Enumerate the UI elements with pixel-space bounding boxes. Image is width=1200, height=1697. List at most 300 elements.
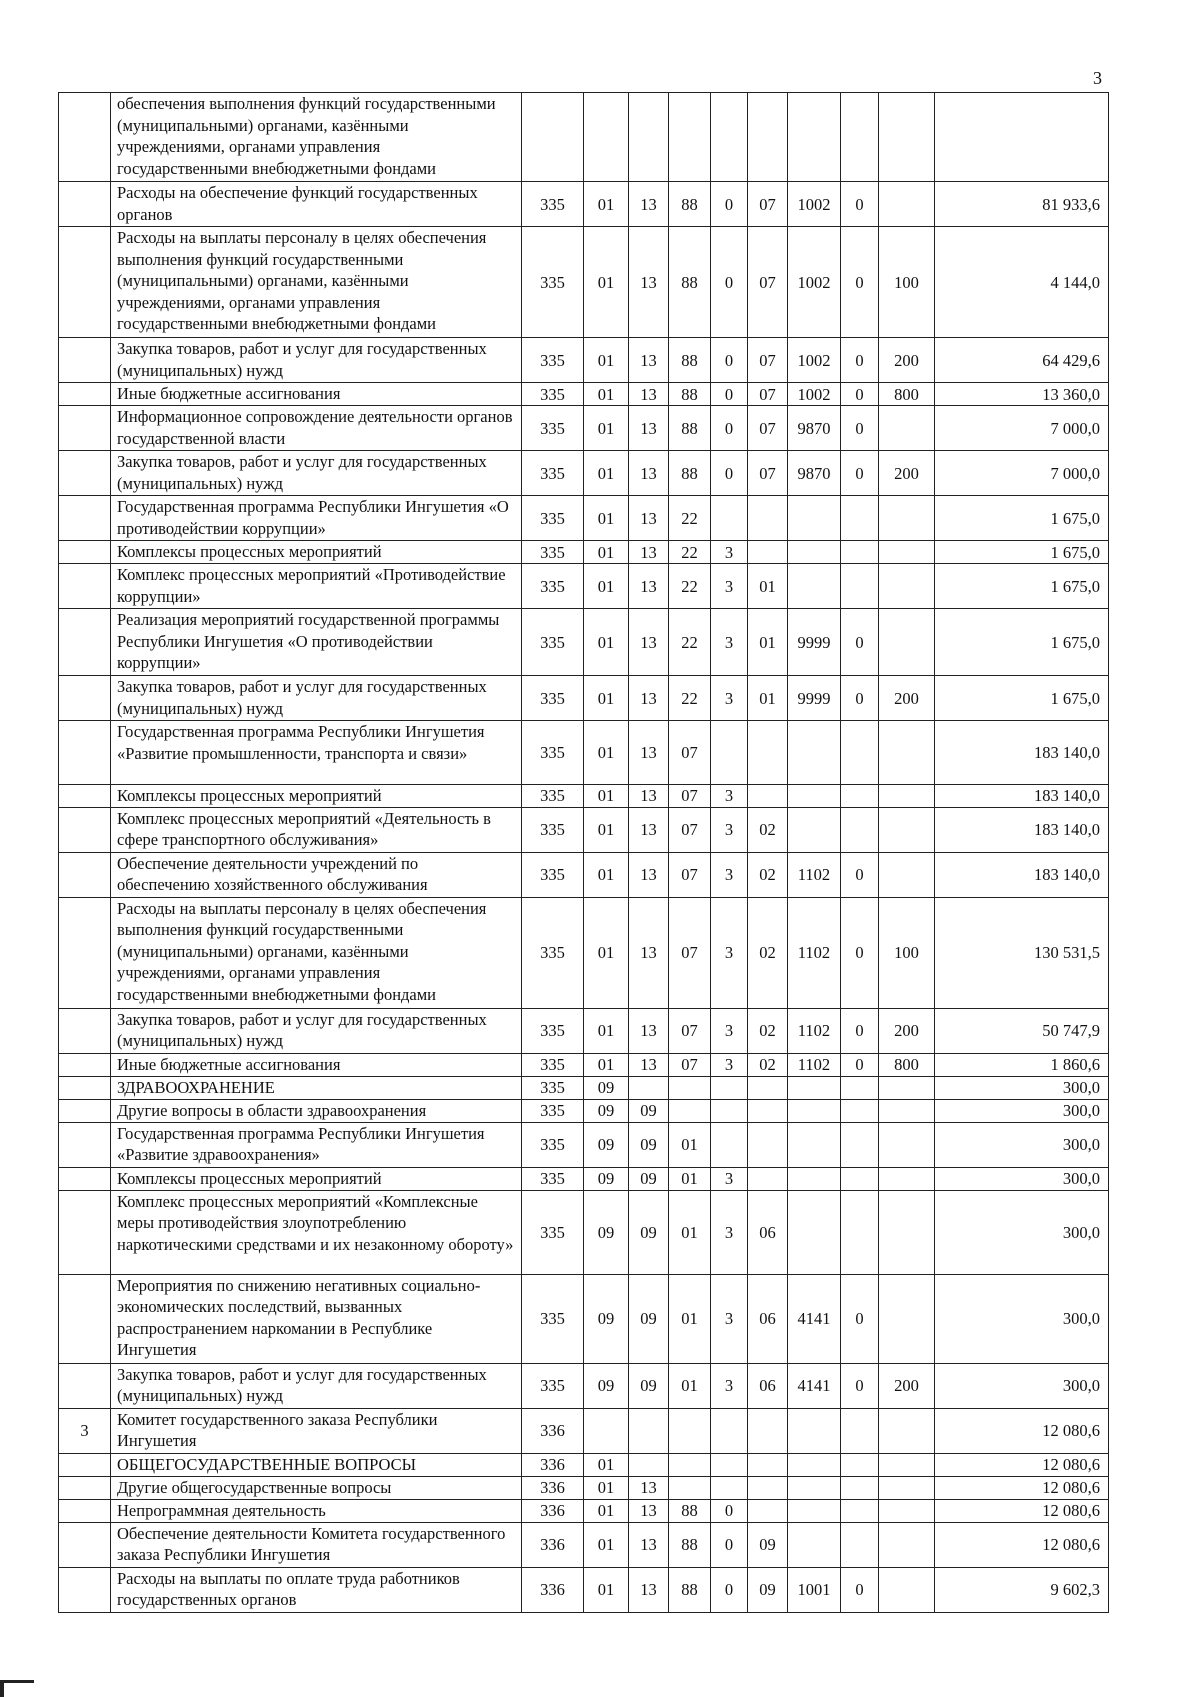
section-code-cell: 09 [584, 1274, 629, 1363]
program-type-cell: 0 [711, 406, 748, 451]
program-type-cell: 3 [711, 1274, 748, 1363]
item-name-cell: Мероприятия по снижению негативных социально-экономических последствий, вызванных распространением наркомании в Республике Ингушетия [111, 1274, 522, 1363]
program-code-cell: 01 [669, 1274, 711, 1363]
direction-code-cell [788, 496, 841, 541]
row-number-cell [59, 807, 111, 852]
program-type-cell: 0 [711, 451, 748, 496]
table-row [59, 1122, 1109, 1167]
direction-sub-cell [841, 1499, 879, 1522]
expense-type-cell: 100 [879, 897, 935, 1008]
expense-type-cell [879, 1522, 935, 1567]
table-row [59, 852, 1109, 897]
direction-sub-cell [841, 1122, 879, 1167]
subsection-code-cell: 13 [629, 1053, 669, 1076]
row-number-cell [59, 1099, 111, 1122]
expense-type-cell [879, 496, 935, 541]
ministry-code-cell: 335 [522, 1099, 584, 1122]
table-row [59, 1363, 1109, 1408]
direction-code-cell [788, 1522, 841, 1567]
direction-sub-cell [841, 564, 879, 609]
program-type-cell: 0 [711, 182, 748, 227]
program-type-cell: 0 [711, 1567, 748, 1612]
program-type-cell: 0 [711, 338, 748, 383]
subsection-code-cell [629, 93, 669, 182]
program-code-cell: 07 [669, 897, 711, 1008]
direction-code-cell [788, 541, 841, 564]
section-code-cell: 09 [584, 1363, 629, 1408]
item-name-cell: ЗДРАВООХРАНЕНИЕ [111, 1076, 522, 1099]
ministry-code-cell: 335 [522, 721, 584, 784]
expense-type-cell [879, 1076, 935, 1099]
item-name-cell: Закупка товаров, работ и услуг для государственных (муниципальных) нужд [111, 1008, 522, 1053]
program-type-cell: 3 [711, 807, 748, 852]
program-type-cell [711, 721, 748, 784]
amount-cell: 183 140,0 [935, 784, 1109, 807]
program-code-cell: 01 [669, 1190, 711, 1274]
direction-sub-cell: 0 [841, 182, 879, 227]
amount-cell: 300,0 [935, 1190, 1109, 1274]
expense-type-cell [879, 182, 935, 227]
section-code-cell: 01 [584, 852, 629, 897]
program-code-cell: 01 [669, 1363, 711, 1408]
section-code-cell: 01 [584, 227, 629, 338]
direction-sub-cell [841, 1522, 879, 1567]
subprogram-code-cell: 02 [748, 852, 788, 897]
direction-code-cell: 1002 [788, 227, 841, 338]
row-number-cell [59, 1008, 111, 1053]
program-type-cell: 3 [711, 1053, 748, 1076]
section-code-cell: 01 [584, 807, 629, 852]
subsection-code-cell: 13 [629, 852, 669, 897]
subprogram-code-cell: 02 [748, 1053, 788, 1076]
page-number: 3 [1093, 68, 1102, 88]
subprogram-code-cell: 06 [748, 1190, 788, 1274]
table-row [59, 807, 1109, 852]
subprogram-code-cell [748, 1453, 788, 1476]
section-code-cell: 01 [584, 676, 629, 721]
subsection-code-cell: 13 [629, 897, 669, 1008]
subprogram-code-cell [748, 721, 788, 784]
subsection-code-cell: 13 [629, 1008, 669, 1053]
section-code-cell: 09 [584, 1122, 629, 1167]
amount-cell: 1 675,0 [935, 676, 1109, 721]
program-type-cell [711, 1122, 748, 1167]
direction-code-cell: 4141 [788, 1363, 841, 1408]
table-row [59, 1522, 1109, 1567]
direction-sub-cell: 0 [841, 1274, 879, 1363]
table-row [59, 1453, 1109, 1476]
subprogram-code-cell: 01 [748, 564, 788, 609]
subsection-code-cell: 13 [629, 807, 669, 852]
direction-sub-cell: 0 [841, 338, 879, 383]
amount-cell: 300,0 [935, 1099, 1109, 1122]
ministry-code-cell: 335 [522, 1008, 584, 1053]
amount-cell: 300,0 [935, 1274, 1109, 1363]
amount-cell: 183 140,0 [935, 807, 1109, 852]
direction-code-cell [788, 1122, 841, 1167]
section-code-cell: 01 [584, 541, 629, 564]
ministry-code-cell: 335 [522, 1076, 584, 1099]
section-code-cell: 01 [584, 1567, 629, 1612]
amount-cell: 1 860,6 [935, 1053, 1109, 1076]
subprogram-code-cell [748, 1122, 788, 1167]
amount-cell [935, 93, 1109, 182]
program-type-cell: 3 [711, 1167, 748, 1190]
program-code-cell: 88 [669, 451, 711, 496]
direction-code-cell [788, 564, 841, 609]
program-code-cell [669, 1476, 711, 1499]
direction-code-cell: 1102 [788, 1008, 841, 1053]
direction-code-cell [788, 1076, 841, 1099]
row-number-cell [59, 1122, 111, 1167]
program-code-cell: 88 [669, 182, 711, 227]
expense-type-cell [879, 406, 935, 451]
subprogram-code-cell: 07 [748, 383, 788, 406]
ministry-code-cell: 335 [522, 676, 584, 721]
program-code-cell: 07 [669, 852, 711, 897]
direction-sub-cell: 0 [841, 1053, 879, 1076]
ministry-code-cell: 335 [522, 1274, 584, 1363]
table-row [59, 1008, 1109, 1053]
row-number-cell [59, 496, 111, 541]
section-code-cell: 09 [584, 1076, 629, 1099]
program-type-cell [711, 1076, 748, 1099]
direction-code-cell: 1102 [788, 1053, 841, 1076]
row-number-cell [59, 227, 111, 338]
direction-sub-cell: 0 [841, 676, 879, 721]
direction-sub-cell [841, 1453, 879, 1476]
subprogram-code-cell: 06 [748, 1363, 788, 1408]
expense-type-cell [879, 852, 935, 897]
amount-cell: 12 080,6 [935, 1408, 1109, 1453]
ministry-code-cell: 335 [522, 227, 584, 338]
direction-sub-cell [841, 807, 879, 852]
amount-cell: 7 000,0 [935, 406, 1109, 451]
expense-type-cell: 800 [879, 383, 935, 406]
amount-cell: 1 675,0 [935, 496, 1109, 541]
program-code-cell: 22 [669, 496, 711, 541]
amount-cell: 9 602,3 [935, 1567, 1109, 1612]
expense-type-cell [879, 93, 935, 182]
row-number-cell [59, 1499, 111, 1522]
table-row [59, 676, 1109, 721]
direction-sub-cell [841, 1408, 879, 1453]
direction-sub-cell [841, 1476, 879, 1499]
table-row [59, 1476, 1109, 1499]
direction-code-cell [788, 93, 841, 182]
program-code-cell: 22 [669, 609, 711, 676]
table-row [59, 451, 1109, 496]
amount-cell: 7 000,0 [935, 451, 1109, 496]
subsection-code-cell: 09 [629, 1363, 669, 1408]
section-code-cell: 01 [584, 1522, 629, 1567]
program-code-cell: 88 [669, 1522, 711, 1567]
expense-type-cell [879, 1122, 935, 1167]
subprogram-code-cell: 06 [748, 1274, 788, 1363]
amount-cell: 300,0 [935, 1167, 1109, 1190]
program-code-cell: 22 [669, 541, 711, 564]
program-code-cell: 01 [669, 1122, 711, 1167]
expense-type-cell: 200 [879, 1008, 935, 1053]
subprogram-code-cell: 09 [748, 1567, 788, 1612]
item-name-cell: Комплексы процессных мероприятий [111, 784, 522, 807]
subsection-code-cell: 13 [629, 496, 669, 541]
subprogram-code-cell [748, 1167, 788, 1190]
direction-code-cell: 1102 [788, 897, 841, 1008]
item-name-cell: Расходы на обеспечение функций государственных органов [111, 182, 522, 227]
table-row [59, 1053, 1109, 1076]
program-type-cell [711, 1099, 748, 1122]
section-code-cell: 01 [584, 564, 629, 609]
subsection-code-cell: 13 [629, 338, 669, 383]
program-type-cell: 3 [711, 1008, 748, 1053]
item-name-cell: Расходы на выплаты по оплате труда работников государственных органов [111, 1567, 522, 1612]
row-number-cell [59, 897, 111, 1008]
program-type-cell: 3 [711, 784, 748, 807]
program-code-cell: 07 [669, 1008, 711, 1053]
direction-code-cell: 9999 [788, 609, 841, 676]
item-name-cell: Закупка товаров, работ и услуг для государственных (муниципальных) нужд [111, 1363, 522, 1408]
direction-code-cell [788, 1099, 841, 1122]
subsection-code-cell: 13 [629, 182, 669, 227]
amount-cell: 130 531,5 [935, 897, 1109, 1008]
program-code-cell: 88 [669, 1499, 711, 1522]
direction-sub-cell [841, 1167, 879, 1190]
ministry-code-cell: 335 [522, 182, 584, 227]
table-row [59, 496, 1109, 541]
row-number-cell [59, 609, 111, 676]
subsection-code-cell: 13 [629, 406, 669, 451]
program-code-cell: 07 [669, 784, 711, 807]
subprogram-code-cell [748, 1476, 788, 1499]
program-type-cell: 3 [711, 676, 748, 721]
expense-type-cell [879, 541, 935, 564]
program-type-cell: 0 [711, 383, 748, 406]
subsection-code-cell: 13 [629, 1476, 669, 1499]
table-row [59, 1408, 1109, 1453]
table-row [59, 1274, 1109, 1363]
row-number-cell: 3 [59, 1408, 111, 1453]
direction-code-cell [788, 1476, 841, 1499]
subsection-code-cell: 09 [629, 1122, 669, 1167]
subsection-code-cell: 13 [629, 1522, 669, 1567]
program-type-cell [711, 1408, 748, 1453]
subprogram-code-cell [748, 1099, 788, 1122]
item-name-cell: Иные бюджетные ассигнования [111, 383, 522, 406]
direction-code-cell [788, 721, 841, 784]
ministry-code-cell: 335 [522, 852, 584, 897]
item-name-cell: Обеспечение деятельности учреждений по обеспечению хозяйственного обслуживания [111, 852, 522, 897]
direction-code-cell: 1002 [788, 383, 841, 406]
subsection-code-cell: 09 [629, 1190, 669, 1274]
expense-type-cell [879, 1274, 935, 1363]
item-name-cell: Государственная программа Республики Ингушетия «Развитие промышленности, транспорта и связи» [111, 721, 522, 784]
item-name-cell: Расходы на выплаты персоналу в целях обеспечения выполнения функций государственными (муниципальными) органами, казёнными учреждениями, органами управления государственными внебюджетными фондами [111, 227, 522, 338]
direction-sub-cell: 0 [841, 227, 879, 338]
table-row [59, 227, 1109, 338]
direction-code-cell: 9870 [788, 406, 841, 451]
subsection-code-cell [629, 1453, 669, 1476]
direction-code-cell [788, 1499, 841, 1522]
direction-sub-cell: 0 [841, 897, 879, 1008]
section-code-cell: 01 [584, 1008, 629, 1053]
item-name-cell: Иные бюджетные ассигнования [111, 1053, 522, 1076]
amount-cell: 12 080,6 [935, 1476, 1109, 1499]
section-code-cell: 09 [584, 1167, 629, 1190]
expense-type-cell [879, 1099, 935, 1122]
table-row [59, 1190, 1109, 1274]
section-code-cell: 01 [584, 338, 629, 383]
direction-sub-cell [841, 1076, 879, 1099]
subprogram-code-cell: 01 [748, 676, 788, 721]
section-code-cell: 09 [584, 1190, 629, 1274]
table-row [59, 541, 1109, 564]
direction-code-cell: 1001 [788, 1567, 841, 1612]
direction-sub-cell: 0 [841, 609, 879, 676]
row-number-cell [59, 383, 111, 406]
expense-type-cell: 800 [879, 1053, 935, 1076]
subprogram-code-cell: 07 [748, 451, 788, 496]
row-number-cell [59, 1476, 111, 1499]
amount-cell: 300,0 [935, 1122, 1109, 1167]
program-type-cell [711, 1453, 748, 1476]
subprogram-code-cell [748, 1499, 788, 1522]
amount-cell: 12 080,6 [935, 1453, 1109, 1476]
amount-cell: 12 080,6 [935, 1522, 1109, 1567]
direction-code-cell [788, 1453, 841, 1476]
row-number-cell [59, 1167, 111, 1190]
expense-type-cell [879, 807, 935, 852]
amount-cell: 1 675,0 [935, 541, 1109, 564]
ministry-code-cell: 336 [522, 1567, 584, 1612]
section-code-cell: 01 [584, 1476, 629, 1499]
item-name-cell: Расходы на выплаты персоналу в целях обеспечения выполнения функций государственными (муниципальными) органами, казёнными учреждениями, органами управления государственными внебюджетными фондами [111, 897, 522, 1008]
expense-type-cell [879, 564, 935, 609]
subprogram-code-cell [748, 1408, 788, 1453]
scan-edge-mark [0, 1680, 34, 1683]
ministry-code-cell: 335 [522, 1363, 584, 1408]
direction-sub-cell: 0 [841, 852, 879, 897]
expense-type-cell [879, 609, 935, 676]
section-code-cell: 01 [584, 1499, 629, 1522]
row-number-cell [59, 1522, 111, 1567]
ministry-code-cell [522, 93, 584, 182]
ministry-code-cell: 335 [522, 451, 584, 496]
direction-sub-cell [841, 1190, 879, 1274]
subsection-code-cell: 13 [629, 227, 669, 338]
subsection-code-cell: 09 [629, 1167, 669, 1190]
program-type-cell: 3 [711, 541, 748, 564]
direction-code-cell [788, 1190, 841, 1274]
table-row [59, 1167, 1109, 1190]
subprogram-code-cell [748, 1076, 788, 1099]
subprogram-code-cell: 07 [748, 406, 788, 451]
table-row [59, 1567, 1109, 1612]
direction-sub-cell: 0 [841, 406, 879, 451]
item-name-cell: Комплекс процессных мероприятий «Деятельность в сфере транспортного обслуживания» [111, 807, 522, 852]
amount-cell: 4 144,0 [935, 227, 1109, 338]
row-number-cell [59, 1053, 111, 1076]
ministry-code-cell: 335 [522, 1190, 584, 1274]
amount-cell: 12 080,6 [935, 1499, 1109, 1522]
expense-type-cell [879, 1167, 935, 1190]
expense-type-cell [879, 1476, 935, 1499]
program-type-cell: 3 [711, 564, 748, 609]
row-number-cell [59, 564, 111, 609]
direction-code-cell: 9870 [788, 451, 841, 496]
table-row [59, 564, 1109, 609]
item-name-cell: Закупка товаров, работ и услуг для государственных (муниципальных) нужд [111, 451, 522, 496]
program-code-cell [669, 1453, 711, 1476]
item-name-cell: ОБЩЕГОСУДАРСТВЕННЫЕ ВОПРОСЫ [111, 1453, 522, 1476]
subsection-code-cell: 13 [629, 676, 669, 721]
section-code-cell: 01 [584, 182, 629, 227]
row-number-cell [59, 676, 111, 721]
ministry-code-cell: 336 [522, 1476, 584, 1499]
program-code-cell: 22 [669, 676, 711, 721]
item-name-cell: обеспечения выполнения функций государственными (муниципальными) органами, казёнными учреждениями, органами управления государственными внебюджетными фондами [111, 93, 522, 182]
budget-table [58, 92, 1109, 1613]
subprogram-code-cell: 09 [748, 1522, 788, 1567]
row-number-cell [59, 1274, 111, 1363]
direction-sub-cell [841, 1099, 879, 1122]
program-code-cell [669, 1408, 711, 1453]
subprogram-code-cell: 02 [748, 807, 788, 852]
subprogram-code-cell [748, 541, 788, 564]
row-number-cell [59, 451, 111, 496]
direction-sub-cell: 0 [841, 1008, 879, 1053]
program-code-cell: 88 [669, 383, 711, 406]
program-code-cell: 01 [669, 1167, 711, 1190]
direction-sub-cell [841, 784, 879, 807]
program-code-cell: 22 [669, 564, 711, 609]
subprogram-code-cell [748, 496, 788, 541]
program-type-cell: 3 [711, 1190, 748, 1274]
item-name-cell: Непрограммная деятельность [111, 1499, 522, 1522]
section-code-cell: 01 [584, 784, 629, 807]
direction-code-cell [788, 1167, 841, 1190]
table-row [59, 897, 1109, 1008]
ministry-code-cell: 335 [522, 406, 584, 451]
ministry-code-cell: 335 [522, 609, 584, 676]
row-number-cell [59, 541, 111, 564]
ministry-code-cell: 335 [522, 807, 584, 852]
ministry-code-cell: 335 [522, 1122, 584, 1167]
ministry-code-cell: 335 [522, 338, 584, 383]
subsection-code-cell [629, 1076, 669, 1099]
program-type-cell [711, 496, 748, 541]
section-code-cell: 01 [584, 406, 629, 451]
expense-type-cell [879, 1453, 935, 1476]
expense-type-cell [879, 1408, 935, 1453]
section-code-cell: 01 [584, 721, 629, 784]
item-name-cell: Комплекс процессных мероприятий «Противодействие коррупции» [111, 564, 522, 609]
subsection-code-cell: 13 [629, 383, 669, 406]
amount-cell: 50 747,9 [935, 1008, 1109, 1053]
direction-sub-cell [841, 721, 879, 784]
ministry-code-cell: 336 [522, 1499, 584, 1522]
section-code-cell: 01 [584, 383, 629, 406]
row-number-cell [59, 1567, 111, 1612]
expense-type-cell [879, 721, 935, 784]
direction-code-cell: 1102 [788, 852, 841, 897]
table-row [59, 406, 1109, 451]
direction-code-cell: 9999 [788, 676, 841, 721]
ministry-code-cell: 335 [522, 383, 584, 406]
subprogram-code-cell: 01 [748, 609, 788, 676]
table-row [59, 1099, 1109, 1122]
program-code-cell [669, 93, 711, 182]
